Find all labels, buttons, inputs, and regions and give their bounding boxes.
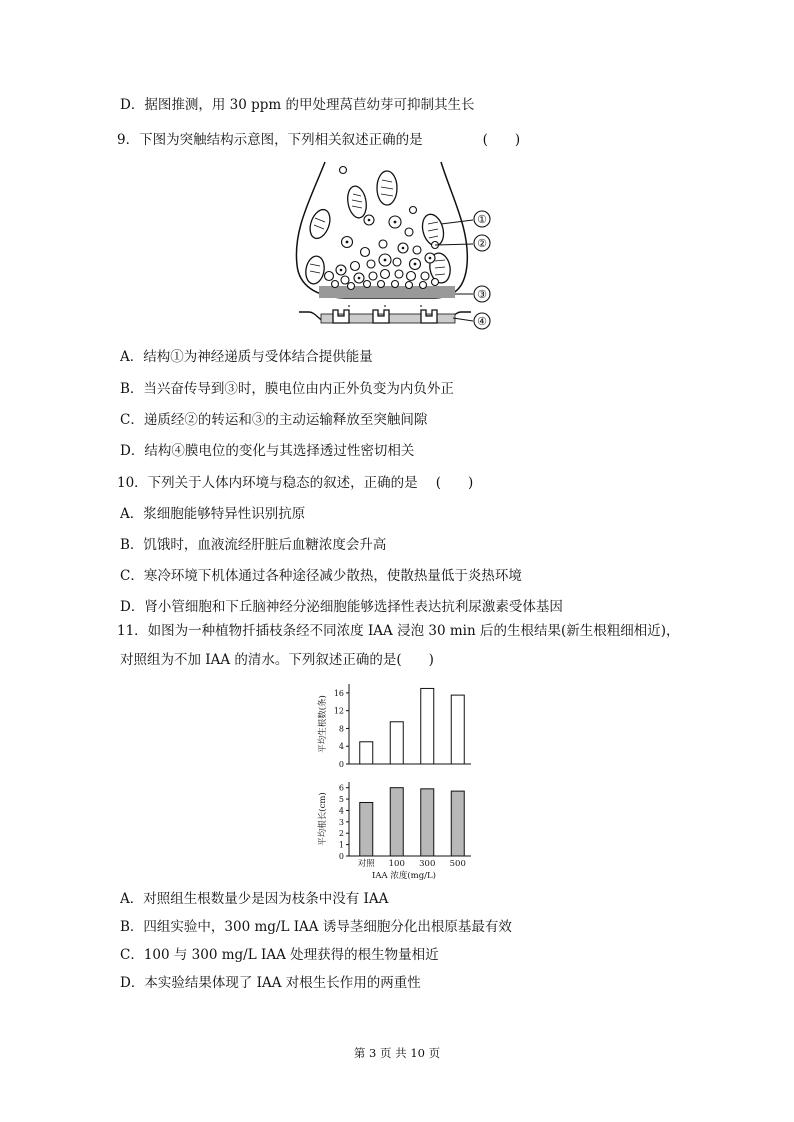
q9-option-b: B．当兴奋传导到③时，膜电位由内正外负变为内负外正 bbox=[120, 381, 454, 397]
q10-option-a: A．浆细胞能够特异性识别抗原 bbox=[120, 506, 306, 522]
chart2-ytick-label: 2 bbox=[338, 829, 344, 839]
chart2-bar-2 bbox=[390, 788, 403, 856]
chart2-ytick-label: 1 bbox=[338, 840, 344, 850]
receptors bbox=[333, 310, 437, 323]
q11-stem-line2: 对照组为不加 IAA 的清水。下列叙述正确的是( ) bbox=[120, 652, 434, 668]
q11-option-d: D．本实验结果体现了 IAA 对根生长作用的两重性 bbox=[120, 975, 421, 991]
q8-option-d: D．据图推测，用 30 ppm 的甲处理莴苣幼芽可抑制其生长 bbox=[120, 97, 475, 113]
chart2-bar-3 bbox=[421, 789, 434, 856]
label-2: ② bbox=[477, 237, 487, 250]
chart2-ytick-label: 0 bbox=[338, 852, 344, 861]
chart1-ytick-label: 4 bbox=[338, 742, 344, 752]
chart2-ytick-label: 5 bbox=[338, 795, 344, 805]
q9-stem-text: 9．下图为突触结构示意图，下列相关叙述正确的是 bbox=[117, 132, 423, 148]
chart2-ytick-label: 6 bbox=[338, 783, 344, 793]
chart2-category-label: 300 bbox=[419, 859, 436, 869]
chart1-bar-1 bbox=[360, 742, 373, 764]
chart1-bar-2 bbox=[390, 722, 403, 764]
iaa-bar-charts bbox=[315, 678, 485, 883]
q11-stem-line1: 11．如图为一种植物扦插枝条经不同浓度 IAA 浸泡 30 min 后的生根结果(新生根粗细相近)， bbox=[117, 623, 680, 639]
label-3: ③ bbox=[477, 288, 487, 301]
q10-stem bbox=[117, 474, 473, 492]
chart1-ylabel: 平均生根数(条) bbox=[318, 695, 328, 753]
mitochondria bbox=[304, 171, 453, 285]
chart1-bar-4 bbox=[451, 695, 464, 764]
chart1-ytick-label: 8 bbox=[338, 724, 344, 734]
page-footer: 第 3 页 共 10 页 bbox=[353, 1046, 441, 1060]
q11-option-b: B．四组实验中，300 mg/L IAA 诱导茎细胞分化出根原基最有效 bbox=[120, 919, 512, 935]
label-1: ① bbox=[477, 213, 487, 226]
q9-answer-paren: ( ) bbox=[482, 132, 521, 148]
q11-option-c: C．100 与 300 mg/L IAA 处理获得的根生物量相近 bbox=[120, 947, 439, 963]
label-4: ④ bbox=[477, 315, 487, 328]
chart2-bar-4 bbox=[451, 791, 464, 856]
chart2-ylabel: 平均根长(cm) bbox=[318, 792, 328, 846]
chart2-xlabel: IAA 浓度(mg/L) bbox=[372, 871, 436, 881]
chart1-bar-3 bbox=[421, 688, 434, 764]
chart1-ytick-label: 0 bbox=[338, 760, 344, 769]
q9-option-d: D．结构④膜电位的变化与其选择透过性密切相关 bbox=[120, 443, 415, 459]
q10-option-c: C．寒冷环境下机体通过各种途径减少散热，使散热量低于炎热环境 bbox=[120, 568, 522, 584]
q10-option-d: D．肾小管细胞和下丘脑神经分泌细胞能够选择性表达抗利尿激素受体基因 bbox=[120, 599, 563, 615]
chart1-ytick-label: 16 bbox=[333, 688, 344, 698]
q9-stem bbox=[117, 131, 520, 149]
q10-option-b: B．饥饿时，血液流经肝脏后血糖浓度会升高 bbox=[120, 537, 387, 553]
chart1-ytick-label: 12 bbox=[333, 706, 344, 716]
q10-stem-text: 10．下列关于人体内环境与稳态的叙述，正确的是 bbox=[117, 475, 418, 491]
chart2-bar-1 bbox=[360, 802, 373, 856]
chart2-category-label: 100 bbox=[388, 859, 405, 869]
chart2-ytick-label: 4 bbox=[338, 806, 344, 816]
chart2-category-label: 对照 bbox=[357, 859, 375, 869]
chart2-ytick-label: 3 bbox=[338, 817, 344, 827]
q11-option-a: A．对照组生根数量少是因为枝条中没有 IAA bbox=[120, 891, 389, 907]
chart2-category-label: 500 bbox=[449, 859, 466, 869]
q9-option-c: C．递质经②的转运和③的主动运输释放至突触间隙 bbox=[120, 412, 428, 428]
presynaptic-band bbox=[319, 286, 455, 298]
q10-answer-paren: ( ) bbox=[435, 475, 474, 491]
q9-option-a: A．结构①为神经递质与受体结合提供能量 bbox=[120, 349, 373, 365]
synapse-diagram bbox=[285, 160, 515, 335]
